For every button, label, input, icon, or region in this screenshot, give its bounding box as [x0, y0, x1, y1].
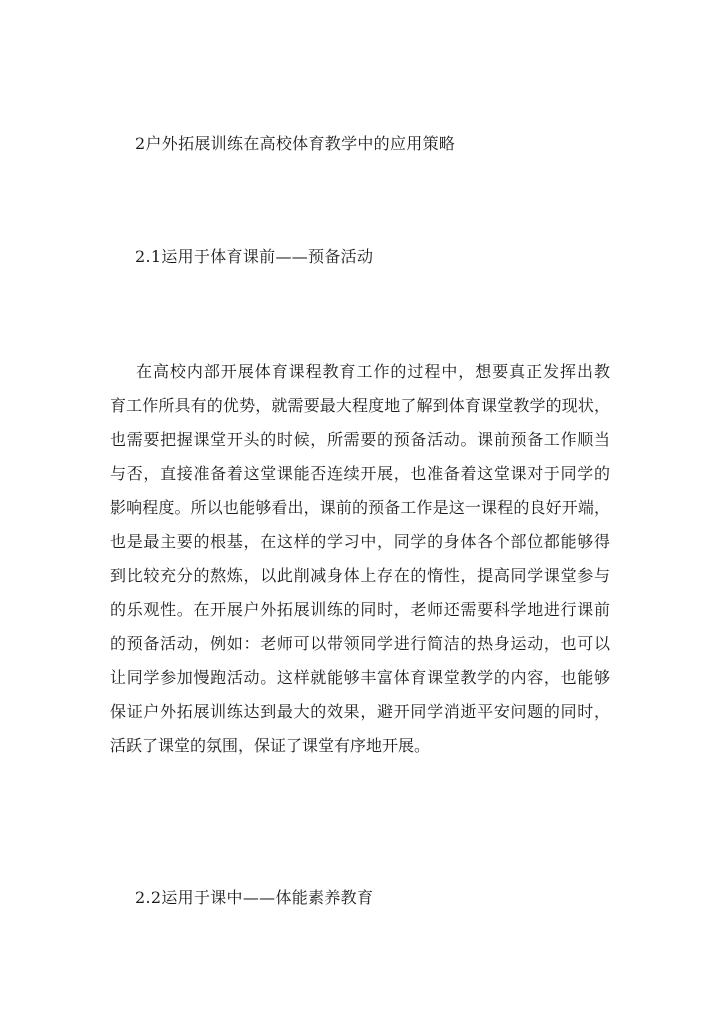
paragraph-line: 也是最主要的根基，在这样的学习中，同学的身体各个部位都能够得	[110, 532, 610, 551]
paragraph-line: 也需要把握课堂开头的时候，所需要的预备活动。课前预备工作顺当	[110, 430, 610, 449]
subsection-heading-2-1: 2.1运用于体育课前——预备活动	[135, 247, 374, 266]
paragraph-line: 保证户外拓展训练达到最大的效果，避开同学消逝平安问题的同时，	[110, 702, 610, 721]
paragraph-line: 活跃了课堂的氛围，保证了课堂有序地开展。	[110, 736, 431, 755]
paragraph-line: 让同学参加慢跑活动。这样就能够丰富体育课堂教学的内容，也能够	[110, 668, 610, 687]
paragraph-line: 育工作所具有的优势，就需要最大程度地了解到体育课堂教学的现状，	[110, 396, 610, 415]
subsection-heading-2-2: 2.2运用于课中——体能素养教育	[135, 888, 374, 907]
paragraph-line: 的乐观性。在开展户外拓展训练的同时，老师还需要科学地进行课前	[110, 600, 610, 619]
body-paragraph	[110, 355, 610, 763]
paragraph-line: 的预备活动，例如：老师可以带领同学进行简洁的热身运动，也可以	[110, 634, 610, 653]
paragraph-line: 到比较充分的熬炼，以此削减身体上存在的惰性，提高同学课堂参与	[110, 566, 610, 585]
paragraph-line: 在高校内部开展体育课程教育工作的过程中，想要真正发挥出教	[136, 362, 610, 381]
paragraph-line: 影响程度。所以也能够看出，课前的预备工作是这一课程的良好开端，	[110, 498, 610, 517]
section-heading: 2户外拓展训练在高校体育教学中的应用策略	[135, 134, 456, 153]
paragraph-line: 与否，直接准备着这堂课能否连续开展，也准备着这堂课对于同学的	[110, 464, 610, 483]
